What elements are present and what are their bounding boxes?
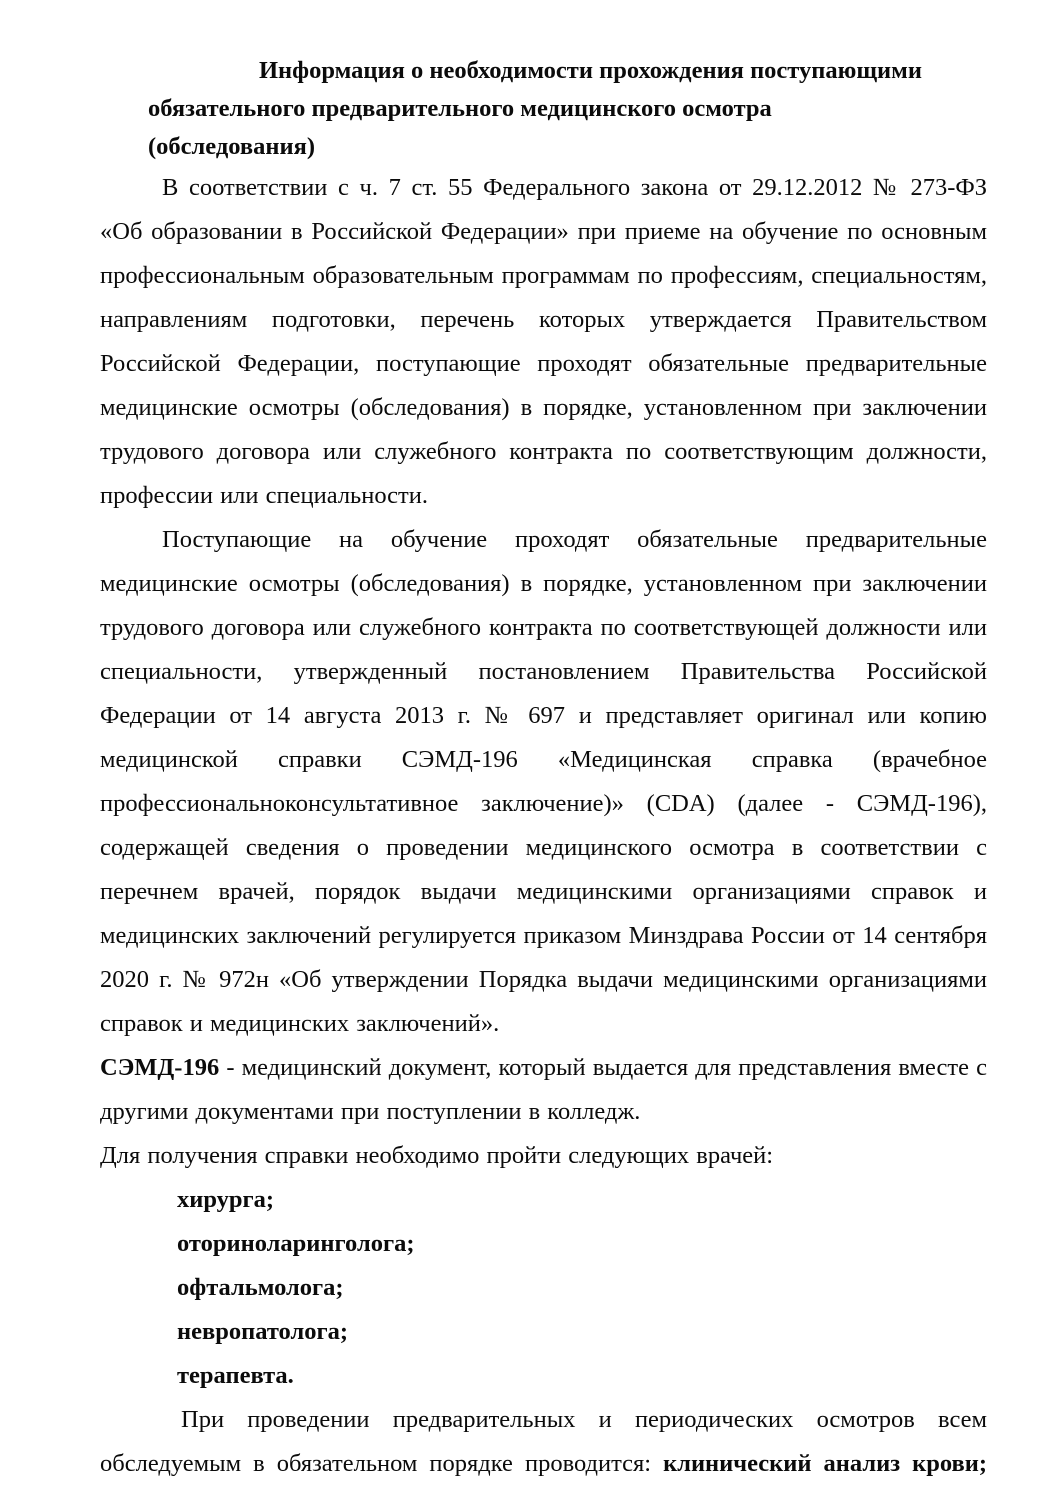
paragraph-mandatory-tests [100, 1398, 987, 1486]
final-paragraph-bold: клинический анализ крови; [663, 1450, 987, 1477]
title-line-3: (обследования) [148, 133, 315, 160]
title-line-1: Информация о необходимости прохождения поступающими [259, 57, 922, 84]
paragraph-medical-exam-order: Поступающие на обучение проходят обязательные предварительные медицинские осмотры (обследования) в порядке, установленном при заключении трудового договора или служебного контракта по соответствующей должности или специальности, утвержденный постановлением Правительства Российской Федерации от 14 августа 2013 г. № 697 и представляет оригинал или копию медицинской справки СЭМД-196 «Медицинская справка (врачебное профессиональноконсультативное заключение)» (CDA) (далее - СЭМД-196), содержащей сведения о проведении медицинского осмотра в соответствии с перечнем врачей, порядок выдачи медицинскими организациями справок и медицинских заключений регулируется приказом Минздрава России от 14 сентября 2020 г. № 972н «Об утверждении Порядка выдачи медицинскими организациями справок и медицинских заключений». [100, 526, 987, 1037]
doctor-item-neuropathologist: невропатолога; [177, 1318, 348, 1345]
doctor-item-ophthalmologist: офтальмолога; [177, 1274, 344, 1301]
paragraph-semd-definition [100, 1046, 987, 1134]
semd-term: СЭМД-196 [100, 1054, 220, 1081]
document-title [148, 52, 987, 166]
doctor-item-therapist: терапевта. [177, 1362, 294, 1389]
doctor-item-otolaryngologist: оториноларинголога; [177, 1230, 415, 1257]
title-line-2: обязательного предварительного медицинского осмотра [148, 95, 772, 122]
doctors-intro-line: Для получения справки необходимо пройти следующих врачей: [100, 1142, 774, 1169]
final-paragraph-text: При проведении предварительных и периодических осмотров всем обследуемым в обязательном порядке проводится: [100, 1406, 987, 1477]
semd-definition-text: - медицинский документ, который выдается для представления вместе с другими документами при поступлении в колледж. [100, 1054, 987, 1125]
doctor-item-surgeon: хирурга; [177, 1186, 275, 1213]
doctors-list [100, 1178, 987, 1398]
paragraph-federal-law: В соответствии с ч. 7 ст. 55 Федерального закона от 29.12.2012 № 273-ФЗ «Об образовании в Российской Федерации» при приеме на обучение по основным профессиональным образовательным программам по профессиям, специальностям, направлениям подготовки, перечень которых утверждается Правительством Российской Федерации, поступающие проходят обязательные предварительные медицинские осмотры (обследования) в порядке, установленном при заключении трудового договора или служебного контракта по соответствующим должности, профессии или специальности. [100, 174, 987, 509]
